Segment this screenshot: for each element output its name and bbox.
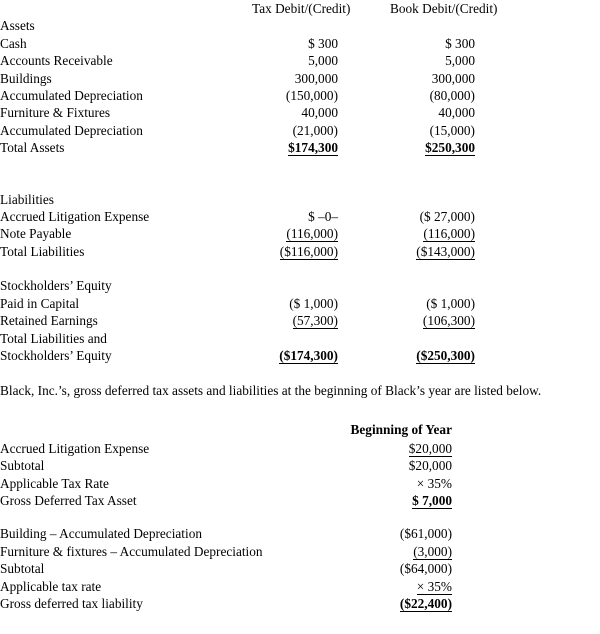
table-row (0, 35, 600, 52)
row-book-value: (106,300) (422, 313, 475, 329)
table-row (0, 525, 600, 542)
row-label: Paid in Capital (0, 295, 80, 311)
row-book-value: (116,000) (423, 226, 475, 242)
row-label: Stockholders’ Equity (0, 347, 112, 363)
row-label: Furniture & fixtures – Accumulated Depreciation (0, 543, 263, 559)
table-row (0, 440, 600, 457)
beginning-of-year-header: Beginning of Year (350, 421, 452, 437)
table-row (0, 330, 600, 347)
row-value: $ 7,000 (412, 492, 452, 508)
table-row-total (0, 595, 600, 612)
row-label: Subtotal (0, 458, 45, 474)
table-row (0, 543, 600, 560)
row-book-value: (80,000) (429, 88, 475, 104)
row-label: Gross Deferred Tax Asset (0, 492, 137, 508)
row-label: Accumulated Depreciation (0, 122, 143, 138)
row-tax-value (252, 330, 338, 347)
row-book-value: $ 300 (445, 35, 475, 51)
row-value: × 35% (416, 475, 452, 491)
row-book-value: 5,000 (445, 53, 475, 69)
section-spacer (0, 260, 600, 277)
table-row (0, 578, 600, 595)
row-label: Total Liabilities and (0, 330, 107, 346)
row-label: Total Liabilities (0, 243, 85, 259)
row-value: ($61,000) (399, 526, 452, 542)
row-book-value: ($250,300) (416, 347, 475, 363)
row-value: ($22,400) (399, 595, 452, 611)
row-book-value: ($ 27,000) (419, 209, 475, 225)
section-spacer (0, 157, 600, 191)
row-label: Applicable tax rate (0, 578, 102, 594)
row-label: Furniture & Fixtures (0, 105, 111, 121)
row-tax-value: (116,000) (286, 226, 338, 242)
table-row (0, 295, 600, 312)
row-label: Building – Accumulated Depreciation (0, 526, 202, 542)
row-label: Accumulated Depreciation (0, 88, 143, 104)
table-row (0, 52, 600, 69)
deferred-tax-liability-table (0, 525, 600, 612)
row-label: Total Assets (0, 140, 65, 156)
table-row (0, 122, 600, 139)
row-tax-value: (57,300) (292, 313, 338, 329)
row-tax-value: ($116,000) (279, 243, 338, 259)
row-label: Gross deferred tax liability (0, 595, 143, 611)
row-value: (3,000) (413, 543, 452, 559)
section-heading-assets: Assets (0, 18, 35, 34)
row-label: Accrued Litigation Expense (0, 440, 150, 456)
book-column-header: Book Debit/(Credit) (390, 1, 498, 16)
row-tax-value: ($ 1,000) (289, 295, 338, 311)
tax-column-header: Tax Debit/(Credit) (252, 1, 351, 16)
row-value: ($64,000) (399, 561, 452, 577)
section-heading-row (0, 277, 600, 294)
table-row-total (0, 139, 600, 156)
table-row-total (0, 347, 600, 364)
table-row (0, 225, 600, 242)
table-row-total (0, 243, 600, 260)
row-label: Cash (0, 35, 27, 51)
row-tax-value: 300,000 (294, 70, 338, 86)
table-row (0, 208, 600, 225)
section-heading-stockholders-equity: Stockholders’ Equity (0, 278, 112, 294)
row-label: Note Payable (0, 226, 72, 242)
row-value: $20,000 (408, 440, 452, 456)
row-tax-value: $ –0– (308, 209, 338, 225)
table-row (0, 312, 600, 329)
deferred-tax-asset-table (0, 420, 600, 510)
row-label: Applicable Tax Rate (0, 475, 109, 491)
label-column-header (0, 0, 252, 17)
row-tax-value: $174,300 (288, 140, 338, 156)
row-book-value: 40,000 (438, 105, 475, 121)
row-book-value (390, 330, 475, 347)
row-tax-value: 40,000 (301, 105, 338, 121)
row-tax-value: (21,000) (292, 122, 338, 138)
row-label: Buildings (0, 70, 52, 86)
row-book-value: ($ 1,000) (426, 295, 475, 311)
row-label: Retained Earnings (0, 313, 98, 329)
schedule-header-row (0, 420, 600, 440)
table-row (0, 104, 600, 121)
row-book-value: ($143,000) (416, 243, 475, 259)
row-label: Accrued Litigation Expense (0, 209, 150, 225)
table-row (0, 457, 600, 474)
section-heading-liabilities: Liabilities (0, 191, 54, 207)
table-row (0, 475, 600, 492)
section-heading-row (0, 191, 600, 208)
row-tax-value: 5,000 (308, 53, 338, 69)
table-row (0, 70, 600, 87)
narrative-paragraph: Black, Inc.’s, gross deferred tax assets and liabilities at the beginning of Black’s year are listed below. (0, 383, 542, 399)
balance-sheet-header-row (0, 0, 600, 17)
section-heading-row (0, 17, 600, 34)
table-row (0, 87, 600, 104)
table-row (0, 560, 600, 577)
row-tax-value: (150,000) (285, 88, 338, 104)
row-label: Accounts Receivable (0, 53, 113, 69)
row-book-value: $250,300 (425, 140, 475, 156)
row-label: Subtotal (0, 561, 45, 577)
row-value: $20,000 (408, 458, 452, 474)
row-tax-value: ($174,300) (279, 347, 338, 363)
table-row-total (0, 492, 600, 509)
row-value: × 35% (416, 578, 452, 594)
row-book-value: (15,000) (429, 122, 475, 138)
row-book-value: 300,000 (431, 70, 475, 86)
row-tax-value: $ 300 (308, 35, 338, 51)
